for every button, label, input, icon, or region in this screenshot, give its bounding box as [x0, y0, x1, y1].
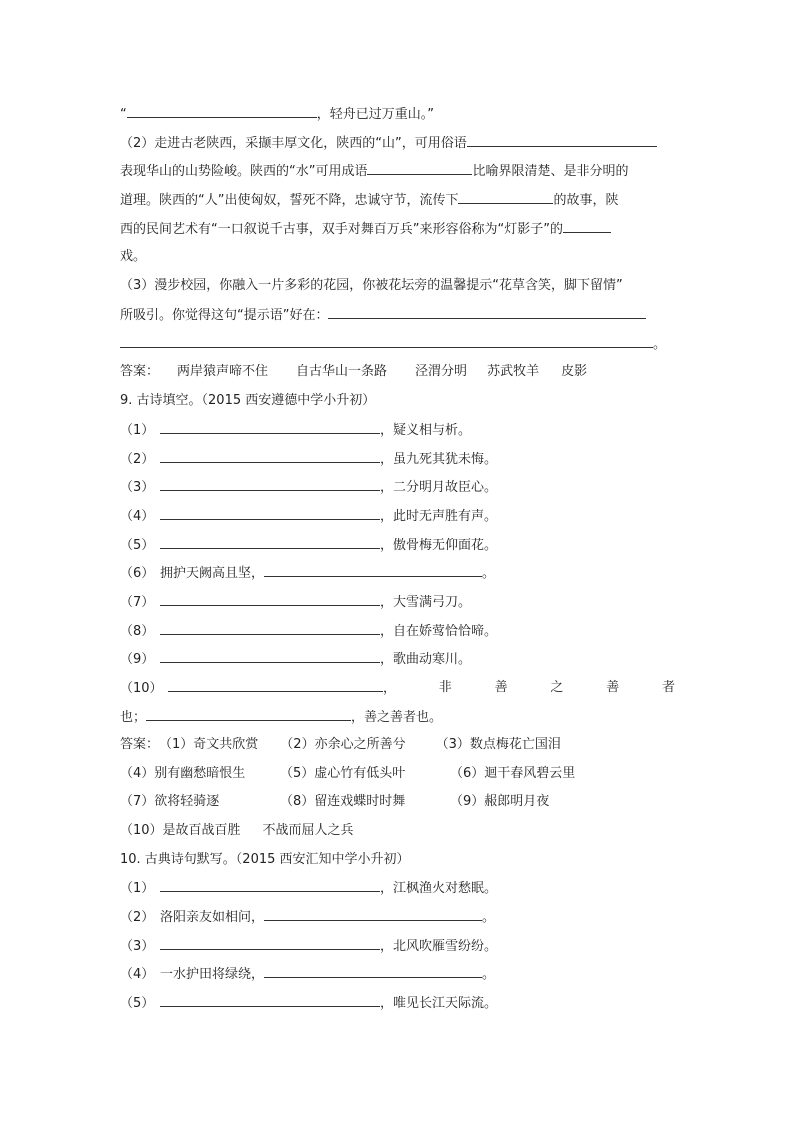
item-number: （7）	[120, 595, 155, 610]
blank[interactable]	[160, 419, 380, 434]
answer-item: （4）别有幽愁暗恨生	[120, 766, 246, 781]
q9-item-5	[120, 534, 675, 556]
blank[interactable]	[160, 935, 380, 950]
verse-text: ，唯见长江天际流。	[380, 996, 498, 1011]
q9-item-6	[120, 562, 675, 584]
blank[interactable]	[160, 591, 380, 606]
verse-text: ，疑义相与析。	[380, 423, 472, 438]
q8-answer	[120, 361, 675, 383]
q10-item-1	[120, 877, 675, 899]
answer-item: （9）赧郎明月夜	[450, 794, 550, 809]
q9-item-2	[120, 448, 675, 470]
answer-item: （3）数点梅花亡国泪	[435, 737, 561, 752]
verse-text: ，自在娇莺恰恰啼。	[380, 624, 498, 639]
blank[interactable]	[160, 534, 380, 549]
verse-text: ，北风吹雁雪纷纷。	[380, 939, 498, 954]
comma: ，	[383, 681, 397, 696]
blank[interactable]	[264, 963, 482, 978]
answer-item: 自古华山一条路	[296, 364, 388, 379]
item-number: （5）	[120, 996, 155, 1011]
blank[interactable]	[458, 189, 553, 204]
q9-title	[120, 390, 675, 412]
item-number: （3）	[120, 480, 155, 495]
q10-item-2	[120, 906, 675, 928]
blank[interactable]	[160, 648, 380, 663]
q9-item-4	[120, 505, 675, 527]
q9-item-10-line-2	[120, 706, 675, 728]
blank[interactable]	[160, 620, 380, 635]
blank[interactable]	[120, 333, 653, 348]
period: 。	[653, 337, 667, 352]
question-text: 表现华山的山势险峻。陕西的“水”可用成语	[120, 164, 368, 179]
blank[interactable]	[264, 562, 482, 577]
verse-text: 洛阳亲友如相问，	[160, 910, 265, 925]
q9-item-7	[120, 591, 675, 613]
q8-part2-line-1	[120, 132, 675, 154]
item-number: （6）	[120, 566, 155, 581]
answer-label: 答案：	[120, 737, 160, 752]
answer-item: （7）欲将轻骑逐	[120, 794, 220, 809]
question-title: 9. 古诗填空。（2015 西安遵德中学小升初）	[120, 393, 376, 408]
item-number: （4）	[120, 509, 155, 524]
verse-text: ，善之善者也。	[351, 710, 443, 725]
question-text: 戏。	[120, 249, 147, 264]
quote-open: “	[120, 107, 127, 122]
question-text: 西的民间艺术有“一口叙说千古事，双手对舞百万兵”来形容俗称为“灯影子”的	[120, 222, 563, 237]
item-number: （4）	[120, 967, 155, 982]
q10-title	[120, 849, 675, 871]
blank[interactable]	[160, 476, 380, 491]
blank[interactable]	[160, 505, 380, 520]
answer-item: 不战而屈人之兵	[262, 823, 354, 838]
answer-item: 皮影	[561, 364, 588, 379]
period: 。	[482, 967, 496, 982]
q8-part2-line-4	[120, 218, 675, 240]
item-number: （9）	[120, 652, 155, 667]
blank[interactable]	[168, 677, 383, 692]
verse-text: 拥护天阙高且坚，	[160, 566, 265, 581]
q8-part2-line-5	[120, 246, 675, 268]
answer-item: （8）留连戏蝶时时舞	[280, 794, 406, 809]
answer-item: （2）亦余心之所善兮	[280, 737, 406, 752]
answer-item: （5）虚心竹有低头叶	[280, 766, 406, 781]
q9-item-3	[120, 476, 675, 498]
blank[interactable]	[563, 218, 611, 233]
blank[interactable]	[467, 132, 657, 147]
question-text: （2）走进古老陕西，采撷丰厚文化，陕西的“山”，可用俗语	[120, 136, 467, 151]
q8-part3-line-3	[120, 333, 675, 355]
verse-text: ，大雪满弓刀。	[380, 595, 472, 610]
q8-part3-line-2	[120, 304, 675, 326]
q8-part3-line-1	[120, 275, 675, 297]
question-text: （3）漫步校园，你融入一片多彩的花园，你被花坛旁的温馨提示“花草含笑，脚下留情”	[120, 278, 623, 293]
question-title: 10. 古典诗句默写。（2015 西安汇知中学小升初）	[120, 852, 410, 867]
q9-answer-row-3	[120, 791, 675, 813]
item-number: （8）	[120, 624, 155, 639]
verse-char: 之	[550, 680, 564, 695]
q9-item-8	[120, 620, 675, 642]
q10-item-4	[120, 963, 675, 985]
q9-item-1	[120, 419, 675, 441]
verse-text: ，轻舟已过万重山。”	[316, 107, 434, 122]
verse-text: 一水护田将绿绕，	[160, 967, 265, 982]
answer-item: （10）是故百战百胜	[120, 823, 241, 838]
question-text: 的故事，陕	[553, 193, 619, 208]
item-number: （5）	[120, 538, 155, 553]
item-number: （2）	[120, 910, 155, 925]
q8-part2-line-3	[120, 189, 675, 211]
blank[interactable]	[160, 992, 380, 1007]
q9-answer-row-1	[120, 734, 675, 756]
q10-item-3	[120, 935, 675, 957]
answer-item: 两岸猿声啼不住	[177, 364, 269, 379]
item-number: （1）	[120, 881, 155, 896]
verse-text: ，虽九死其犹未悔。	[380, 452, 498, 467]
answer-item: 苏武牧羊	[487, 364, 540, 379]
item-number: （2）	[120, 452, 155, 467]
q10-item-5	[120, 992, 675, 1014]
blank[interactable]	[160, 448, 380, 463]
verse-char: 善	[494, 680, 508, 695]
q9-item-9	[120, 648, 675, 670]
item-number: （10）	[120, 681, 163, 696]
answer-item: （6）迴干春风碧云里	[450, 766, 576, 781]
verse-text: ，此时无声胜有声。	[380, 509, 498, 524]
item-number: （1）	[120, 423, 155, 438]
blank[interactable]	[264, 906, 482, 921]
blank[interactable]	[328, 304, 646, 319]
verse-text: 也；	[120, 710, 147, 725]
verse-text: ，歌曲动寒川。	[380, 652, 472, 667]
question-text: 比喻界限清楚、是非分明的	[472, 164, 629, 179]
verse-text: ，二分明月故臣心。	[380, 480, 498, 495]
q9-item-10-line-1	[120, 677, 675, 699]
verse-char: 者	[661, 680, 675, 695]
verse-text: ，傲骨梅无仰面花。	[380, 538, 498, 553]
blank[interactable]	[160, 877, 380, 892]
blank[interactable]	[146, 706, 351, 721]
item-number: （3）	[120, 939, 155, 954]
q8-line-1	[120, 103, 675, 125]
answer-item: 泾渭分明	[415, 364, 468, 379]
question-text: 所吸引。你觉得这句“提示语”好在：	[120, 308, 329, 323]
verse-char: 非	[438, 680, 452, 695]
verse-char: 善	[606, 680, 620, 695]
period: 。	[482, 566, 496, 581]
period: 。	[482, 910, 496, 925]
q9-answer-row-2	[120, 763, 675, 785]
blank[interactable]	[127, 103, 317, 118]
answer-label: 答案：	[120, 364, 160, 379]
answer-item: （1）奇文共欣赏	[159, 737, 259, 752]
blank[interactable]	[367, 160, 472, 175]
q8-part2-line-2	[120, 160, 675, 182]
item-10-head	[120, 677, 396, 700]
q9-answer-row-4	[120, 820, 675, 842]
question-text: 道理。陕西的“人”出使匈奴，誓死不降，忠诚守节，流传下	[120, 193, 459, 208]
verse-text: ，江枫渔火对愁眠。	[380, 881, 498, 896]
